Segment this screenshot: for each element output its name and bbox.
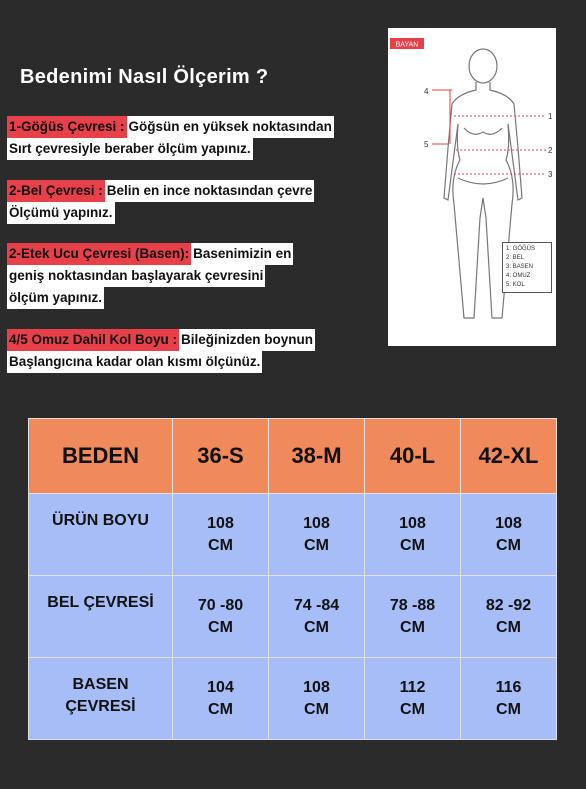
instruction-text: Göğsün en yüksek noktasından	[127, 116, 334, 138]
cell-value: 82 -92	[485, 596, 532, 614]
table-row	[29, 494, 557, 576]
table-row	[29, 576, 557, 658]
instruction-heading: 2-Etek Ucu Çevresi (Basen):	[7, 243, 191, 265]
instruction-waist	[7, 180, 314, 224]
instruction-line	[7, 329, 315, 351]
size-table	[28, 418, 557, 740]
instruction-line	[7, 265, 293, 287]
figure-badge: BAYAN	[395, 41, 419, 49]
instruction-line	[7, 351, 315, 373]
cell-value: 108	[303, 514, 330, 532]
legend-item-shoulder: 4: OMUZ	[506, 273, 531, 279]
row-label-text: ÇEVRESİ	[65, 698, 136, 715]
instruction-text: Sırt çevresiyle beraber ölçüm yapınız.	[7, 138, 253, 160]
cell-unit: CM	[208, 536, 233, 554]
instruction-arm	[7, 329, 315, 373]
instruction-line	[7, 116, 334, 138]
table-cell	[269, 658, 365, 740]
header-size-38m: 38-M	[269, 419, 365, 494]
header-size-40l: 40-L	[365, 419, 461, 494]
instruction-heading: 2-Bel Çevresi :	[7, 180, 105, 202]
size-table-header	[29, 419, 557, 494]
cell-unit: CM	[208, 700, 233, 718]
table-cell	[269, 576, 365, 658]
instruction-text: Ölçümü yapınız.	[7, 202, 115, 224]
instruction-heading: 1-Göğüs Çevresi :	[7, 116, 127, 138]
table-cell	[365, 494, 461, 576]
cell-unit: CM	[400, 536, 425, 554]
cell-unit: CM	[496, 618, 521, 636]
instruction-line	[7, 243, 293, 265]
table-cell	[365, 658, 461, 740]
instruction-chest	[7, 116, 334, 160]
row-label	[29, 576, 173, 658]
table-cell	[269, 494, 365, 576]
instruction-text: Basenimizin en	[191, 243, 293, 265]
cell-unit: CM	[304, 700, 329, 718]
instruction-text: ölçüm yapınız.	[7, 287, 104, 309]
header-size-42xl: 42-XL	[461, 419, 557, 494]
table-cell	[173, 576, 269, 658]
cell-value: 78 -88	[389, 596, 436, 614]
table-cell	[173, 658, 269, 740]
marker-3: 3	[548, 170, 553, 179]
marker-4: 4	[424, 87, 429, 96]
table-cell	[461, 576, 557, 658]
cell-value: 74 -84	[293, 596, 340, 614]
legend-item-hip: 3: BASEN	[506, 264, 534, 270]
marker-5: 5	[424, 140, 429, 149]
cell-unit: CM	[304, 536, 329, 554]
cell-value: 112	[399, 678, 426, 696]
instruction-line	[7, 138, 334, 160]
page-title: Bedenimi Nasıl Ölçerim ?	[20, 66, 269, 88]
cell-value: 104	[207, 678, 234, 696]
header-beden: BEDEN	[29, 419, 173, 494]
marker-1: 1	[548, 112, 553, 121]
instruction-line	[7, 287, 293, 309]
cell-unit: CM	[496, 700, 521, 718]
cell-unit: CM	[400, 700, 425, 718]
cell-value: 116	[495, 678, 522, 696]
legend-item-arm: 5: KOL	[506, 282, 525, 288]
marker-2: 2	[548, 146, 553, 155]
instruction-line	[7, 180, 314, 202]
cell-value: 70 -80	[197, 596, 244, 614]
instruction-text: Bileğinizden boynun	[179, 329, 315, 351]
row-label	[29, 658, 173, 740]
cell-value: 108	[303, 678, 330, 696]
header-size-36s: 36-S	[173, 419, 269, 494]
cell-unit: CM	[208, 618, 233, 636]
row-label-text: ÜRÜN BOYU	[52, 512, 149, 529]
row-label-text: BEL ÇEVRESİ	[47, 594, 154, 611]
instruction-hip	[7, 243, 293, 309]
table-cell	[365, 576, 461, 658]
cell-unit: CM	[304, 618, 329, 636]
row-label	[29, 494, 173, 576]
cell-value: 108	[495, 514, 522, 532]
cell-unit: CM	[496, 536, 521, 554]
table-cell	[461, 494, 557, 576]
instruction-text: Başlangıcına kadar olan kısmı ölçünüz.	[7, 351, 262, 373]
legend-item-chest: 1: GÖĞÜS	[506, 246, 536, 252]
legend-item-waist: 2: BEL	[506, 255, 525, 261]
table-cell	[461, 658, 557, 740]
legend	[502, 242, 552, 293]
table-cell	[173, 494, 269, 576]
instruction-text: geniş noktasından başlayarak çevresini	[7, 265, 265, 287]
cell-unit: CM	[400, 618, 425, 636]
table-row	[29, 658, 557, 740]
cell-value: 108	[399, 514, 426, 532]
cell-value: 108	[207, 514, 234, 532]
instruction-line	[7, 202, 314, 224]
body-measurement-figure	[388, 28, 556, 346]
instruction-heading: 4/5 Omuz Dahil Kol Boyu :	[7, 329, 179, 351]
instruction-text: Belin en ince noktasından çevre	[105, 180, 315, 202]
row-label-text: BASEN	[72, 676, 129, 693]
